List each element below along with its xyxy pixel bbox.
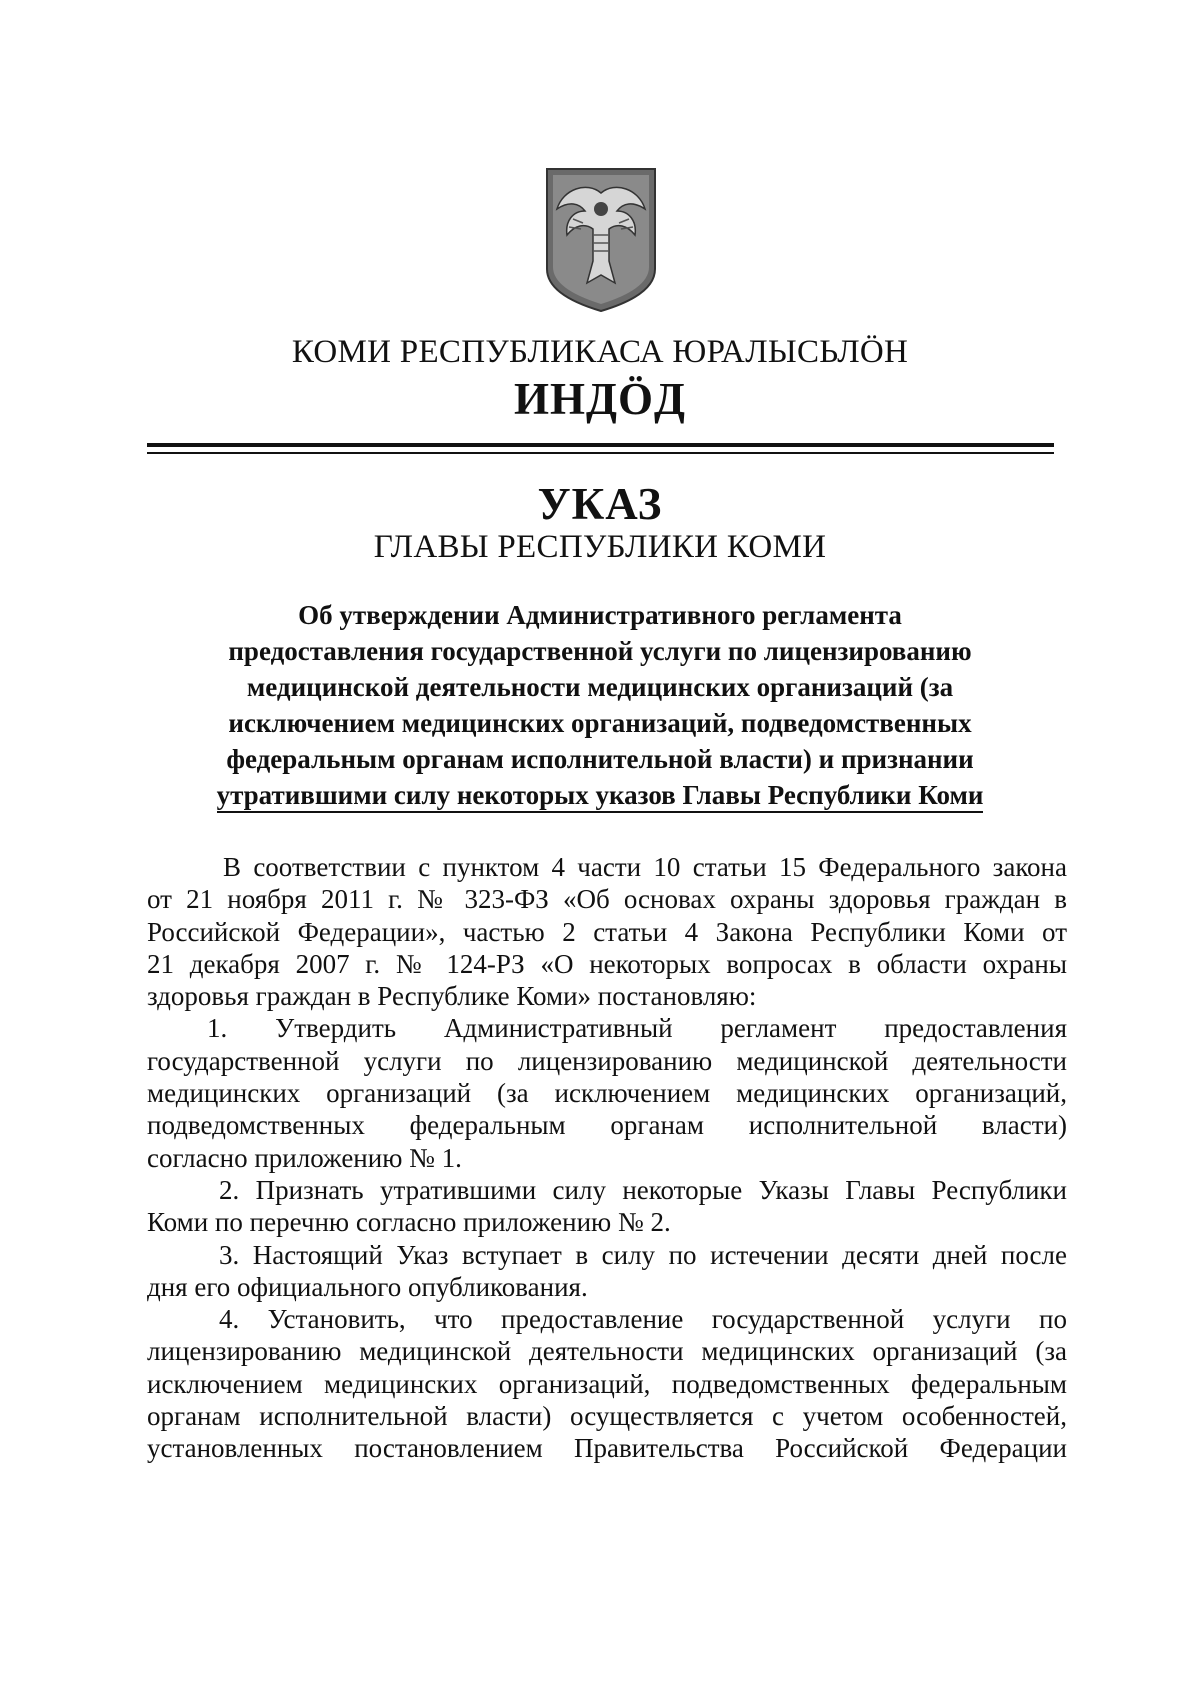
body-line: 2. Признать утратившими силу некоторые Указы Главы Республики bbox=[219, 1174, 1067, 1205]
body-line: здоровья граждан в Республике Коми» постановляю: bbox=[147, 981, 757, 1012]
paragraph-preamble bbox=[147, 851, 1067, 1012]
body-line: 3. Настоящий Указ вступает в силу по истечении десяти дней после bbox=[219, 1239, 1067, 1270]
paragraph-item-3 bbox=[147, 1239, 1067, 1304]
document-title: УКАЗ bbox=[537, 479, 663, 529]
body-line: 21 декабря 2007 г. № 124-РЗ «О некоторых вопросах в области охраны bbox=[147, 948, 1067, 979]
body-line: 4. Установить, что предоставление государственной услуги по bbox=[219, 1304, 1067, 1335]
paragraph-item-2 bbox=[147, 1174, 1067, 1239]
paragraph-item-1 bbox=[147, 1012, 1067, 1173]
body-line: 1. Утвердить Административный регламент предоставления bbox=[207, 1013, 1067, 1044]
komi-coat-of-arms-icon bbox=[543, 165, 659, 315]
paragraph-item-4 bbox=[147, 1303, 1067, 1464]
body-line: лицензированию медицинской деятельности медицинских организаций (за bbox=[147, 1336, 1067, 1367]
body-line: дня его официального опубликования. bbox=[147, 1271, 588, 1302]
body-line: органам исполнительной власти) осуществляется с учетом особенностей, bbox=[147, 1401, 1067, 1432]
decree-body bbox=[147, 851, 1067, 1465]
subject-line: исключением медицинских организаций, подведомственных bbox=[228, 708, 972, 738]
header-divider-thick bbox=[147, 443, 1054, 447]
body-line: подведомственных федеральным органам исполнительной власти) bbox=[147, 1110, 1067, 1141]
subject-line: Об утверждении Административного регламента bbox=[298, 600, 902, 630]
body-line: медицинских организаций (за исключением медицинских организаций, bbox=[147, 1078, 1067, 1109]
body-line: от 21 ноября 2011 г. № 323-ФЗ «Об основах охраны здоровья граждан в bbox=[147, 884, 1067, 915]
decree-subject bbox=[100, 597, 1100, 813]
subject-line: медицинской деятельности медицинских организаций (за bbox=[246, 672, 954, 702]
header-komi-title: ИНДӦД bbox=[514, 374, 686, 424]
subject-line: предоставления государственной услуги по лицензированию bbox=[228, 636, 972, 666]
document-subtitle: ГЛАВЫ РЕСПУБЛИКИ КОМИ bbox=[373, 529, 827, 565]
subject-line-text: утратившими силу некоторых указов Главы Республики Коми bbox=[217, 780, 984, 813]
body-line: исключением медицинских организаций, подведомственных федеральным bbox=[147, 1368, 1067, 1399]
header-divider-thin bbox=[147, 452, 1054, 454]
body-line: согласно приложению № 1. bbox=[147, 1142, 462, 1173]
body-line: В соответствии с пунктом 4 части 10 статьи 15 Федерального закона bbox=[223, 852, 1067, 882]
subject-line-underlined bbox=[100, 777, 1100, 813]
body-line: государственной услуги по лицензированию медицинской деятельности bbox=[147, 1045, 1067, 1076]
body-line: Коми по перечню согласно приложению № 2. bbox=[147, 1207, 671, 1238]
body-line: Российской Федерации», частью 2 статьи 4 Закона Республики Коми от bbox=[147, 916, 1067, 947]
header-komi-line: КОМИ РЕСПУБЛИКАСА ЮРАЛЫСЬЛӦН bbox=[291, 334, 909, 370]
subject-line: федеральным органам исполнительной власти) и признании bbox=[226, 744, 974, 774]
body-line: установленных постановлением Правительства Российской Федерации bbox=[147, 1433, 1067, 1464]
